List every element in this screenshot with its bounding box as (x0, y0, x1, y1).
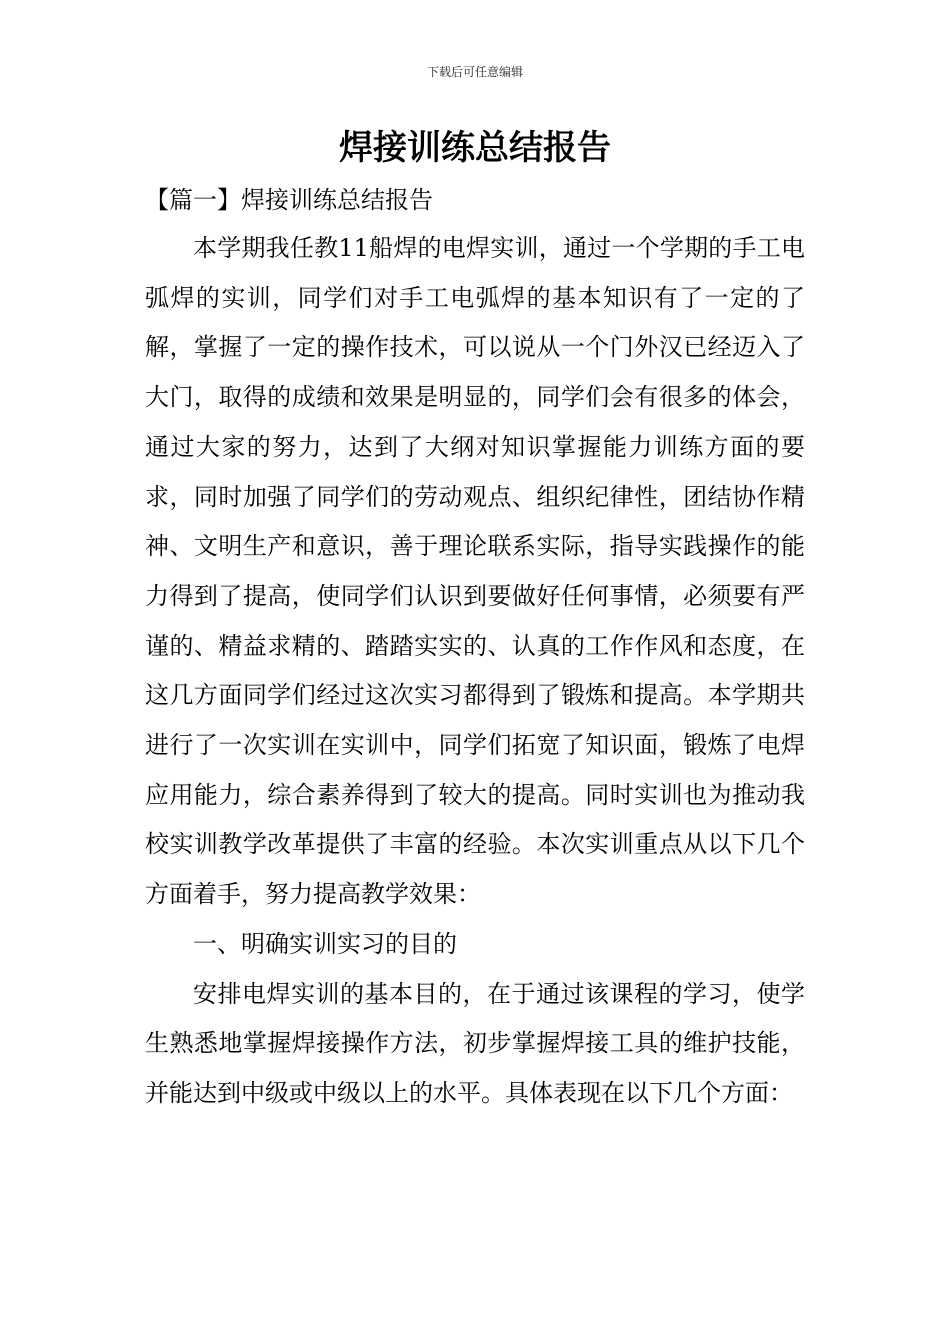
body-paragraph: 安排电焊实训的基本目的，在于通过该课程的学习，使学生熟悉地掌握焊接操作方法，初步掌握焊接工具的维护技能，并能达到中级或中级以上的水平。具体表现在以下几个方面： (145, 979, 805, 1107)
subsection-heading: 一、明确实训实习的目的 (193, 929, 457, 958)
body-paragraph: 本学期我任教11船焊的电焊实训，通过一个学期的手工电弧焊的实训，同学们对手工电弧焊的基本知识有了一定的了解，掌握了一定的操作技术，可以说从一个门外汉已经迈入了大门，取得的成绩和效果是明显的，同学们会有很多的体会，通过大家的努力，达到了大纲对知识掌握能力训练方面的要求，同时加强了同学们的劳动观点、组织纪律性，团结协作精神、文明生产和意识，善于理论联系实际，指导实践操作的能力得到了提高，使同学们认识到要做好任何事情，必须要有严谨的、精益求精的、踏踏实实的、认真的工作作风和态度，在这几方面同学们经过这次实习都得到了锻炼和提高。本学期共进行了一次实训在实训中，同学们拓宽了知识面，锻炼了电焊应用能力，综合素养得到了较大的提高。同时实训也为推动我校实训教学改革提供了丰富的经验。本次实训重点从以下几个方面着手，努力提高教学效果： (145, 234, 805, 909)
section-heading: 【篇一】焊接训练总结报告 (145, 186, 433, 214)
document-title: 焊接训练总结报告 (339, 128, 611, 168)
header-note: 下载后可任意编辑 (426, 65, 523, 79)
document-body (145, 176, 805, 1119)
